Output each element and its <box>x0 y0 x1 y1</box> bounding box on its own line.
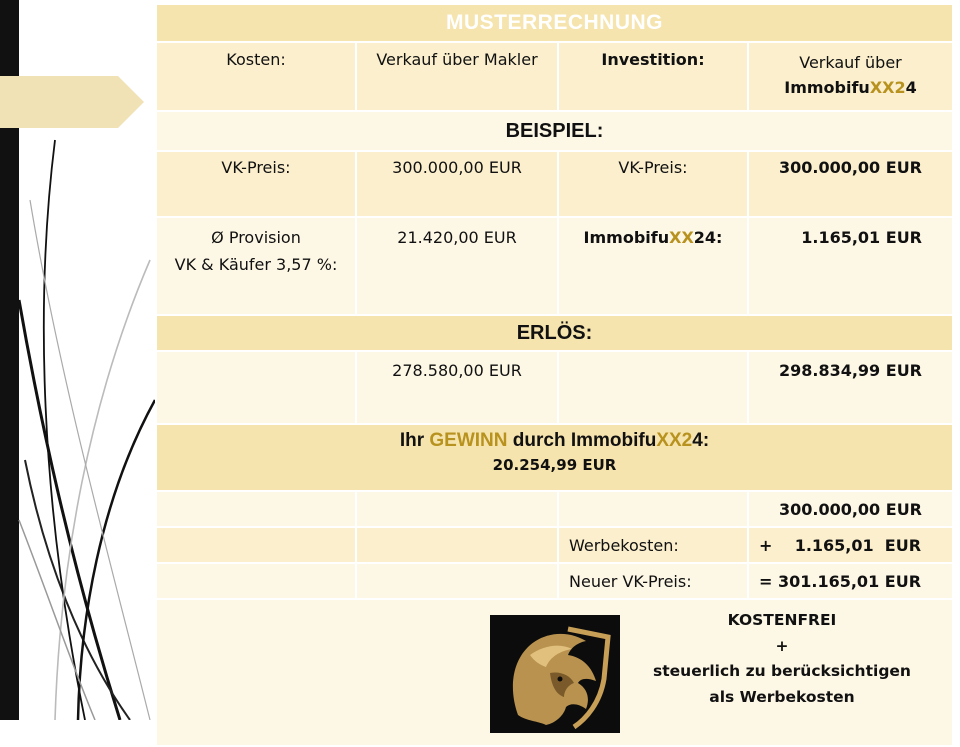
footer-cell <box>156 599 953 746</box>
neuer-vk-label: Neuer VK-Preis: <box>558 563 748 599</box>
gewinn-cell <box>156 424 953 491</box>
header-kosten: Kosten: <box>156 42 356 111</box>
row-provision <box>156 217 953 315</box>
footer-line-steuerlich: steuerlich zu berücksichtigen <box>653 662 911 680</box>
header-investition: Investition: <box>558 42 748 111</box>
section-beispiel: BEISPIEL: <box>156 111 953 151</box>
provision-label-line1: Ø Provision <box>211 228 301 247</box>
vk-makler-value: 300.000,00 EUR <box>356 151 558 217</box>
lion-logo-icon <box>490 615 620 733</box>
neuer-vk-value: = 301.165,01 EUR <box>748 563 953 599</box>
decorative-swoosh-graphic <box>0 0 160 720</box>
provision-value-2: 1.165,01 EUR <box>748 217 953 315</box>
footer-note <box>637 608 927 710</box>
provision-label-line2: VK & Käufer 3,57 %: <box>174 255 338 274</box>
row-neuer-vk-preis <box>156 563 953 599</box>
row-erloes <box>156 351 953 424</box>
gewinn-amount: 20.254,99 EUR <box>492 456 617 474</box>
header-brand: ImmobifuXX24 <box>784 78 917 97</box>
header-row <box>156 42 953 111</box>
row-gewinn <box>156 424 953 491</box>
header-verkauf-ueber: Verkauf über <box>799 53 902 72</box>
vk-value-2: 300.000,00 EUR <box>748 151 953 217</box>
provision-makler-value: 21.420,00 EUR <box>356 217 558 315</box>
footer-line-kostenfrei: KOSTENFREI <box>727 611 837 629</box>
provision-label <box>156 217 356 315</box>
section-erloes: ERLÖS: <box>156 315 953 351</box>
footer-line-werbekosten: als Werbekosten <box>709 687 855 706</box>
werbekosten-value: + 1.165,01 EUR <box>748 527 953 563</box>
calc-base-value: 300.000,00 EUR <box>748 491 953 527</box>
provision-brand-label: ImmobifuXX24: <box>558 217 748 315</box>
header-immobifu <box>748 42 953 111</box>
erloes-makler-value: 278.580,00 EUR <box>356 351 558 424</box>
row-vk-preis <box>156 151 953 217</box>
header-makler: Verkauf über Makler <box>356 42 558 111</box>
table-title: MUSTERRECHNUNG <box>156 4 953 42</box>
erloes-value-2: 298.834,99 EUR <box>748 351 953 424</box>
werbekosten-label: Werbekosten: <box>558 527 748 563</box>
row-calc-base <box>156 491 953 527</box>
calculation-table <box>155 3 954 747</box>
vk-label-2: VK-Preis: <box>558 151 748 217</box>
vk-label: VK-Preis: <box>156 151 356 217</box>
row-werbekosten <box>156 527 953 563</box>
arrow-tab-shape <box>0 76 144 128</box>
gewinn-headline: Ihr GEWINN durch ImmobifuXX24: <box>399 430 710 451</box>
footer-line-plus: + <box>775 636 789 655</box>
